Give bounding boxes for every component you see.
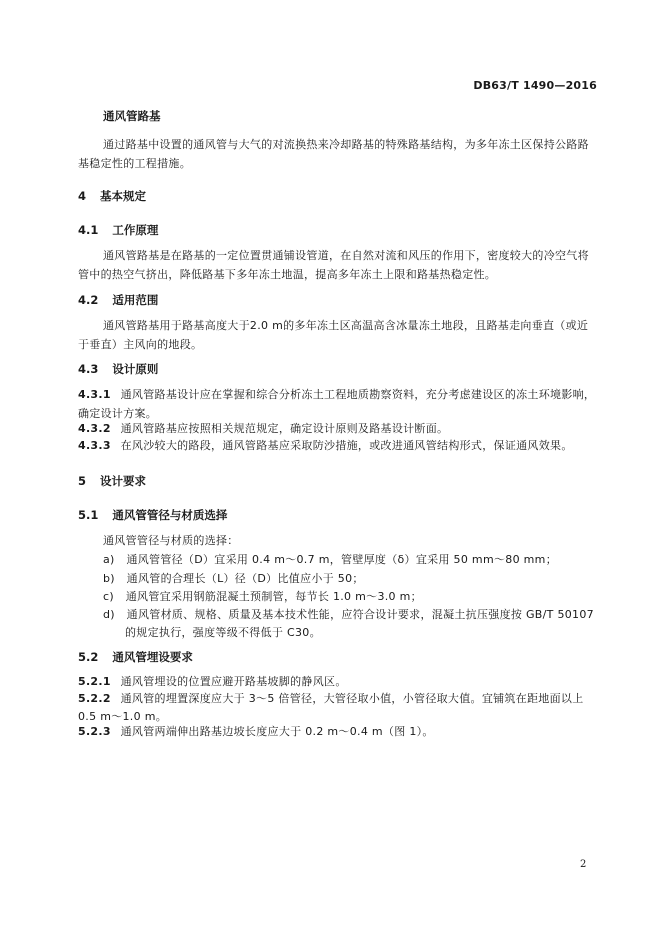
clause-4-3-2 <box>78 420 448 436</box>
paragraph-4-2-line1: 通风管路基用于路基高度大于2.0 m的多年冻土区高温高含冰量冻土地段，且路基走向垂直（或近 <box>103 319 589 332</box>
paragraph-4-1-line2: 管中的热空气挤出，降低路基下多年冻土地温，提高多年冻土上限和路基热稳定性。 <box>78 268 497 281</box>
list-item-label: a) <box>103 553 115 566</box>
list-item-label: d) <box>103 608 115 621</box>
section-title: 基本规定 <box>100 189 147 203</box>
section-number: 4.1 <box>78 223 99 237</box>
clause-text: 通风管路基设计应在掌握和综合分析冻土工程地质勘察资料，充分考虑建设区的冻土环境影响， <box>120 388 596 401</box>
section-number: 4.3 <box>78 362 99 376</box>
section-5-2-heading <box>78 649 193 665</box>
list-item-label: c) <box>103 590 114 603</box>
section-5-1-heading <box>78 507 227 523</box>
clause-number: 5.2.3 <box>78 725 111 738</box>
clause-text: 通风管路基应按照相关规范规定，确定设计原则及路基设计断面。 <box>120 422 449 435</box>
clause-text: 通风管的埋置深度应大于 3～5 倍管径，大管径取小值，小管径取大值。宜铺筑在距地面以上 <box>120 692 584 705</box>
term-title: 通风管路基 <box>103 109 161 123</box>
section-title: 工作原理 <box>112 223 159 237</box>
section-title: 通风管埋设要求 <box>112 650 193 664</box>
page-number: 2 <box>580 859 587 870</box>
section-number: 4 <box>78 189 87 203</box>
term-definition-line1: 通过路基中设置的通风管与大气的对流换热来冷却路基的特殊路基结构，为多年冻土区保持公路路 <box>103 138 589 151</box>
section-number: 4.2 <box>78 293 99 307</box>
clause-5-2-1 <box>78 673 347 689</box>
clause-4-3-1 <box>78 386 595 402</box>
clause-number: 5.2.2 <box>78 692 111 705</box>
clause-4-3-3 <box>78 437 573 453</box>
clause-number: 4.3.3 <box>78 439 111 452</box>
section-title: 设计原则 <box>112 362 159 376</box>
list-item-label: b) <box>103 572 115 585</box>
section-4-3-heading <box>78 361 158 377</box>
paragraph-4-1-line1: 通风管路基是在路基的一定位置贯通铺设管道，在自然对流和风压的作用下，密度较大的冷空气将 <box>103 249 589 262</box>
list-item <box>103 588 422 604</box>
clause-number: 5.2.1 <box>78 675 111 688</box>
section-number: 5 <box>78 474 87 488</box>
list-intro: 通风管管径与材质的选择： <box>103 534 239 547</box>
section-title: 设计要求 <box>100 474 147 488</box>
section-number: 5.1 <box>78 508 99 522</box>
clause-4-3-1-cont: 确定设计方案。 <box>78 407 158 420</box>
list-item-text: 通风管管径（D）宜采用 0.4 m～0.7 m，管壁厚度（δ）宜采用 50 mm～80 mm； <box>126 553 557 566</box>
clause-5-2-2-cont: 0.5 m～1.0 m。 <box>78 710 168 723</box>
paragraph-4-2-line2: 于垂直）主风向的地段。 <box>78 338 203 351</box>
clause-number: 4.3.2 <box>78 422 111 435</box>
list-item <box>103 606 594 622</box>
list-item-text: 通风管宜采用钢筋混凝土预制管，每节长 1.0 m～3.0 m； <box>125 590 422 603</box>
clause-text: 通风管埋设的位置应避开路基坡脚的静风区。 <box>120 675 347 688</box>
term-definition-line2: 基稳定性的工程措施。 <box>78 157 191 170</box>
section-4-1-heading <box>78 222 158 238</box>
list-item-continuation: 的规定执行，强度等级不得低于 C30。 <box>125 626 321 639</box>
clause-text: 通风管两端伸出路基边坡长度应大于 0.2 m～0.4 m（图 1）。 <box>120 725 434 738</box>
standard-id: DB63/T 1490—2016 <box>473 79 597 92</box>
section-4-heading <box>78 188 146 204</box>
section-5-heading <box>78 473 146 489</box>
clause-text: 在风沙较大的路段，通风管路基应采取防沙措施，或改进通风管结构形式，保证通风效果。 <box>120 439 573 452</box>
clause-5-2-3 <box>78 723 434 739</box>
list-item <box>103 570 364 586</box>
list-item-text: 通风管材质、规格、质量及基本技术性能，应符合设计要求，混凝土抗压强度按 GB/T 50107 <box>126 608 594 621</box>
clause-number: 4.3.1 <box>78 388 111 401</box>
section-number: 5.2 <box>78 650 99 664</box>
list-item-text: 通风管的合理长（L）径（D）比值应小于 50； <box>126 572 364 585</box>
section-title: 适用范围 <box>112 293 159 307</box>
section-title: 通风管管径与材质选择 <box>112 508 228 522</box>
section-4-2-heading <box>78 292 158 308</box>
clause-5-2-2 <box>78 690 584 706</box>
list-item <box>103 551 557 567</box>
